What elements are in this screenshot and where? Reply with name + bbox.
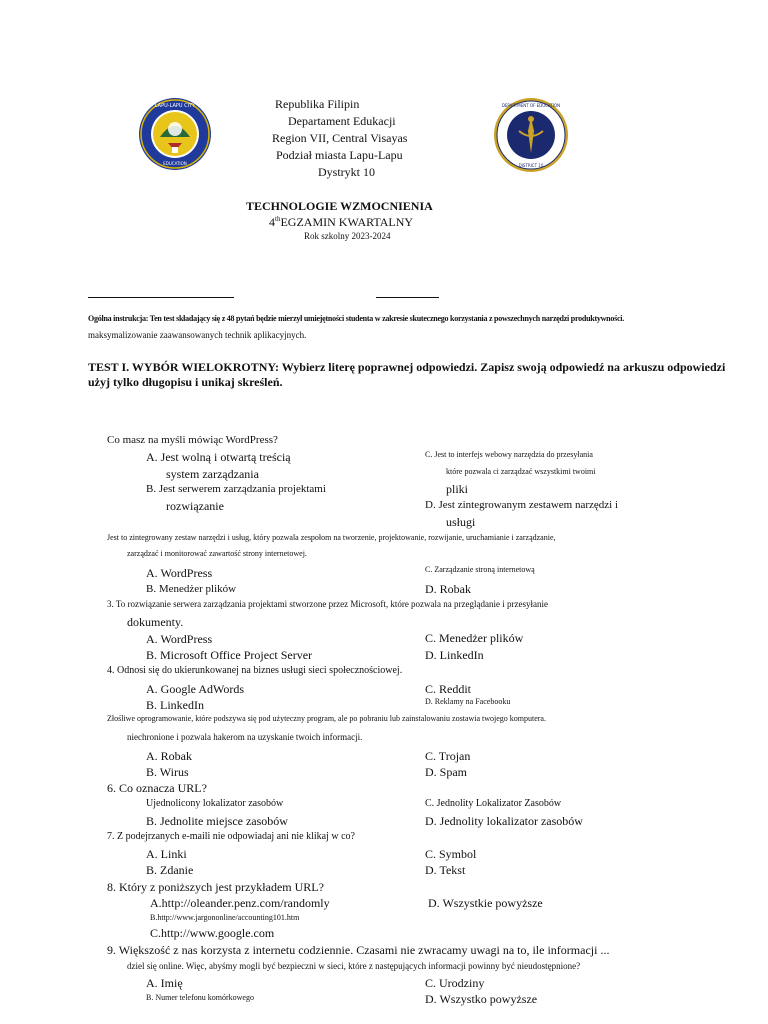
header-line-district: Dystrykt 10 <box>318 165 375 179</box>
question-9-stem: 9. Większość z nas korzysta z internetu codziennie. Czasami nie zwracamy uwagi na to, ile informacji ... <box>107 943 610 957</box>
q9-option-d: D. Wszystko powyższe <box>425 992 538 1006</box>
question-5-stem: Złośliwe oprogramowanie, które podszywa się pod użyteczny program, ale po pobraniu lub zainstalowaniu zostawia twojego komputera. <box>107 714 546 723</box>
q7-option-a: A. Linki <box>146 847 187 861</box>
header-line-department: Departament Edukacji <box>288 114 396 128</box>
question-2-stem-cont: zarządzać i monitorować zawartość strony internetowej. <box>127 549 307 558</box>
question-9-stem-cont: dziel się online. Więc, abyśmy mogli być bezpieczni w sieci, które z następujących informacji powinny być nieudostępnione? <box>127 961 581 971</box>
q9-option-c: C. Urodziny <box>425 976 485 990</box>
q4-option-b: B. LinkedIn <box>146 698 204 712</box>
header-line-country: Republika Filipin <box>275 97 360 111</box>
q2-option-b: B. Menedżer plików <box>146 583 237 595</box>
q6-option-a: Ujednolicony lokalizator zasobów <box>146 798 284 809</box>
q2-option-c: C. Zarządzanie stroną internetową <box>425 565 535 574</box>
question-3-stem: 3. To rozwiązanie serwera zarządzania projektami stworzone przez Microsoft, które pozwala na przeglądanie i przesyłanie <box>107 599 548 609</box>
deped-seal-logo <box>493 97 569 173</box>
svg-text:LAPU-LAPU CITY: LAPU-LAPU CITY <box>154 103 196 109</box>
q8-option-a: A.http://oleander.penz.com/randomly <box>150 896 330 910</box>
svg-text:DISTRICT 10: DISTRICT 10 <box>518 163 544 168</box>
q7-option-c: C. Symbol <box>425 847 477 861</box>
header-line-region: Region VII, Central Visayas <box>272 131 408 145</box>
date-underline[interactable] <box>376 297 439 298</box>
header-line-division: Podział miasta Lapu-Lapu <box>276 148 403 162</box>
q4-option-c: C. Reddit <box>425 682 472 696</box>
q1-option-a: A. Jest wolną i otwartą treścią <box>146 450 291 464</box>
q1-option-b-cont: rozwiązanie <box>166 499 224 513</box>
q5-option-c: C. Trojan <box>425 749 471 763</box>
question-5-stem-cont: niechronione i pozwala hakerom na uzyskanie twoich informacji. <box>127 732 363 742</box>
question-2-stem: Jest to zintegrowany zestaw narzędzi i usług, który pozwala zespołom na tworzenie, projektowanie, rozwijanie, uruchamianie i zarządzanie, <box>107 533 556 542</box>
q1-option-b: B. Jest serwerem zarządzania projektami <box>146 483 326 495</box>
general-instruction-cont: maksymalizowanie zaawansowanych technik aplikacyjnych. <box>88 330 307 340</box>
test-heading-cont: użyj tylko długopisu i unikaj skreśleń. <box>88 375 283 389</box>
q9-option-b: B. Numer telefonu komórkowego <box>146 993 254 1002</box>
q3-option-c: C. Menedżer plików <box>425 631 524 645</box>
q7-option-d: D. Tekst <box>425 863 466 877</box>
exam-number: 4 <box>269 215 275 229</box>
division-seal-logo <box>138 97 212 171</box>
q1-option-a-cont: system zarządzania <box>166 467 259 481</box>
q5-option-a: A. Robak <box>146 749 192 763</box>
q3-option-a: A. WordPress <box>146 632 213 646</box>
q8-option-d: D. Wszystkie powyższe <box>428 896 543 910</box>
svg-text:DEPARTMENT OF EDUCATION: DEPARTMENT OF EDUCATION <box>501 103 561 108</box>
q4-option-d: D. Reklamy na Facebooku <box>425 697 511 706</box>
exam-title: TECHNOLOGIE WZMOCNIENIA <box>246 199 433 213</box>
q8-option-b: B.http://www.jargononline/accounting101.htm <box>150 913 300 922</box>
q3-option-d: D. LinkedIn <box>425 648 484 662</box>
question-4-stem: 4. Odnosi się do ukierunkowanej na biznes usługi sieci społecznościowej. <box>107 665 403 676</box>
q5-option-b: B. Wirus <box>146 765 189 779</box>
q3-option-b: B. Microsoft Office Project Server <box>146 648 313 662</box>
exam-subtitle <box>269 216 413 228</box>
name-underline[interactable] <box>88 297 234 298</box>
school-year: Rok szkolny 2023-2024 <box>304 231 391 241</box>
q6-option-d: D. Jednolity lokalizator zasobów <box>425 814 583 828</box>
question-6-stem: 6. Co oznacza URL? <box>107 781 207 795</box>
general-instruction: Ogólna instrukcja: Ten test składający się z 48 pytań będzie mierzył umiejętności studenta w zakresie skutecznego korzystania z powszechnych narzędzi produktywności. <box>88 314 624 323</box>
q1-option-d: D. Jest zintegrowanym zestawem narzędzi i <box>425 499 619 511</box>
q1-option-d-cont: usługi <box>446 515 476 529</box>
q2-option-d: D. Robak <box>425 582 471 596</box>
svg-text:EDUCATION: EDUCATION <box>163 161 187 166</box>
question-1-stem: Co masz na myśli mówiąc WordPress? <box>107 434 278 446</box>
question-8-stem: 8. Który z poniższych jest przykładem URL? <box>107 880 324 894</box>
q1-option-c-cont2: pliki <box>446 482 469 496</box>
q8-option-c: C.http://www.google.com <box>150 926 275 940</box>
q7-option-b: B. Zdanie <box>146 863 194 877</box>
q9-option-a: A. Imię <box>146 976 183 990</box>
question-3-stem-cont: dokumenty. <box>127 615 184 629</box>
q1-option-c: C. Jest to interfejs webowy narzędzia do przesyłania <box>425 450 593 459</box>
q2-option-a: A. WordPress <box>146 566 213 580</box>
q1-option-c-cont: które pozwala ci zarządzać wszystkimi twoimi <box>446 467 596 476</box>
exam-ordinal: th <box>275 215 281 223</box>
q6-option-c: C. Jednolity Lokalizator Zasobów <box>425 798 562 809</box>
test-heading: TEST I. WYBÓR WIELOKROTNY: Wybierz literę poprawnej odpowiedzi. Zapisz swoją odpowiedź na arkuszu odpowiedzi <box>88 360 726 374</box>
exam-type: EGZAMIN KWARTALNY <box>280 215 414 229</box>
q6-option-b: B. Jednolite miejsce zasobów <box>146 814 288 828</box>
q4-option-a: A. Google AdWords <box>146 682 245 696</box>
question-7-stem: 7. Z podejrzanych e-maili nie odpowiadaj ani nie klikaj w co? <box>107 831 355 842</box>
q5-option-d: D. Spam <box>425 765 467 779</box>
